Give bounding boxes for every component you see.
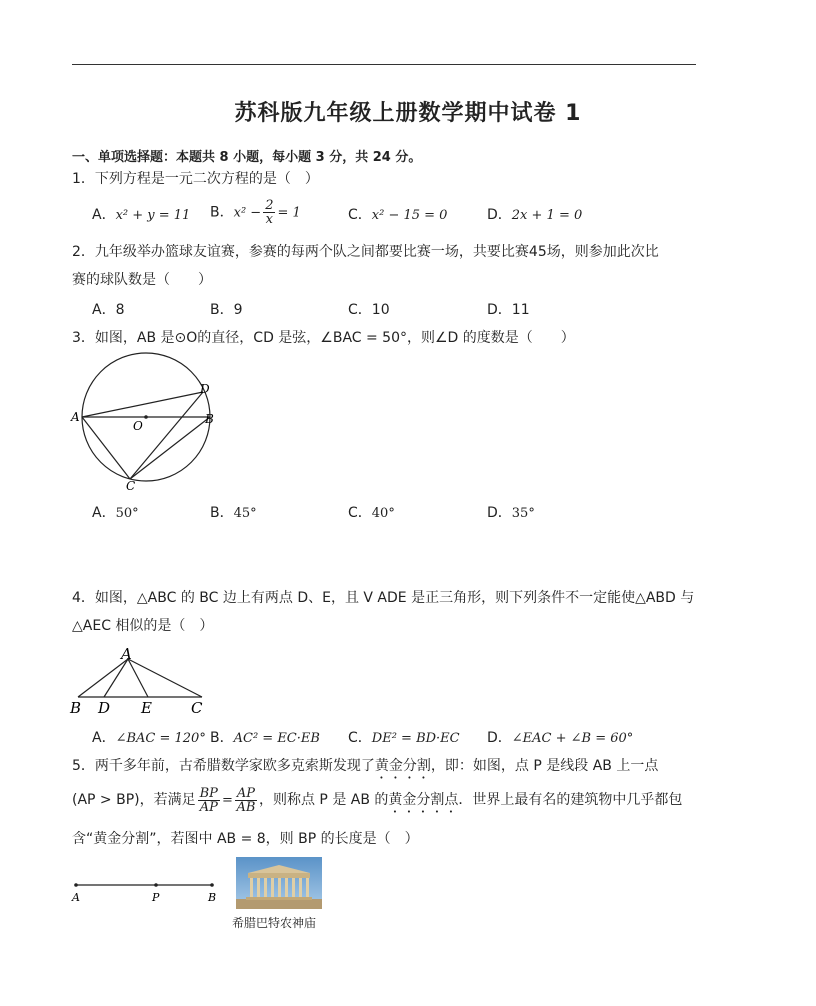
- q1-stem: 1．下列方程是一元二次方程的是（ ）: [72, 171, 319, 187]
- circle-figure: [66, 352, 226, 494]
- q4-option-b[interactable]: B．AC² = EC·EB: [210, 730, 320, 746]
- fraction: $\frac{2}{x}$: [265, 198, 274, 227]
- parthenon-photo: [236, 857, 322, 909]
- label-p: P: [152, 891, 160, 904]
- q1-option-c[interactable]: C．x² − 15 = 0: [348, 207, 448, 223]
- q2-option-a[interactable]: A．8: [92, 302, 125, 318]
- q2-stem-line1: 2．九年级举办篮球友谊赛，参赛的每两个队之间都要比赛一场，共要比赛45场，则参加此次比: [72, 244, 659, 260]
- triangle-figure: [68, 644, 218, 716]
- segment-figure: [70, 874, 230, 908]
- q2-option-d[interactable]: D．11: [487, 302, 530, 318]
- label-d: D: [200, 382, 210, 396]
- q5-stem-line3: 含“黄金分割”，若图中 AB = 8，则 BP 的长度是（ ）: [72, 831, 419, 847]
- label-b: B: [208, 891, 217, 904]
- q4-option-d[interactable]: D．∠EAC + ∠B = 60°: [487, 730, 634, 746]
- q3-option-d[interactable]: D．35°: [487, 505, 535, 521]
- label-a: A: [71, 410, 80, 424]
- q5-stem-line1: 5．两千多年前，古希腊数学家欧多克索斯发现了黄金分割，即：如图，点 P 是线段 AB 上一点: [72, 758, 659, 774]
- label-c: C: [191, 699, 203, 716]
- q4-option-c[interactable]: C．DE² = BD·EC: [348, 730, 460, 746]
- top-rule: [72, 64, 696, 65]
- fraction-bp-ap: $\frac{BP}{AP}$: [199, 785, 218, 815]
- label-c: C: [126, 479, 136, 493]
- label-o: O: [133, 419, 143, 433]
- q3-stem: 3．如图，AB 是⊙O的直径，CD 是弦，∠BAC = 50°，则∠D 的度数是（ ）: [72, 330, 575, 346]
- label-a: A: [121, 645, 132, 663]
- label-a: A: [72, 891, 80, 904]
- photo-caption: 希腊巴特农神庙: [232, 916, 317, 930]
- label-d: D: [98, 699, 111, 716]
- page-title: 苏科版九年级上册数学期中试卷 1: [234, 101, 582, 126]
- q4-option-a[interactable]: A．∠BAC = 120°: [92, 730, 206, 746]
- q4-stem-line2: △AEC 相似的是（ ）: [72, 618, 214, 634]
- q3-option-b[interactable]: B．45°: [210, 505, 257, 521]
- fraction-ap-ab: $\frac{AP}{AB}$: [236, 785, 256, 815]
- q3-option-a[interactable]: A．50°: [92, 505, 139, 521]
- label-b: B: [70, 699, 82, 716]
- label-b: B: [205, 412, 214, 426]
- golden-section-term: 黄金分割: [374, 758, 431, 774]
- q1-option-d[interactable]: D．2x + 1 = 0: [487, 207, 583, 223]
- q4-stem-line1: 4．如图，△ABC 的 BC 边上有两点 D、E，且 V ADE 是正三角形，则下列条件不一定能使△ABD 与: [72, 590, 695, 606]
- q1-option-b[interactable]: B．x² − $\frac{2}{x}$ = 1: [210, 198, 301, 227]
- q2-option-c[interactable]: C．10: [348, 302, 390, 318]
- q5-stem-line2: (AP > BP)，若满足 $\frac{BP}{AP}$ = $\frac{AP}{AB}$ ，则称点 P 是 AB 的黄金分割点．世界上最有名的建筑物中几乎都包: [72, 785, 683, 815]
- section-heading: 一、单项选择题：本题共 8 小题，每小题 3 分，共 24 分。: [72, 150, 422, 165]
- q1-option-a[interactable]: A．x² + y = 11: [92, 207, 191, 223]
- q3-option-c[interactable]: C．40°: [348, 505, 395, 521]
- q2-stem-line2: 赛的球队数是（ ）: [72, 272, 212, 288]
- q2-option-b[interactable]: B．9: [210, 302, 243, 318]
- golden-section-point-term: 黄金分割点: [388, 792, 459, 808]
- label-e: E: [141, 699, 152, 716]
